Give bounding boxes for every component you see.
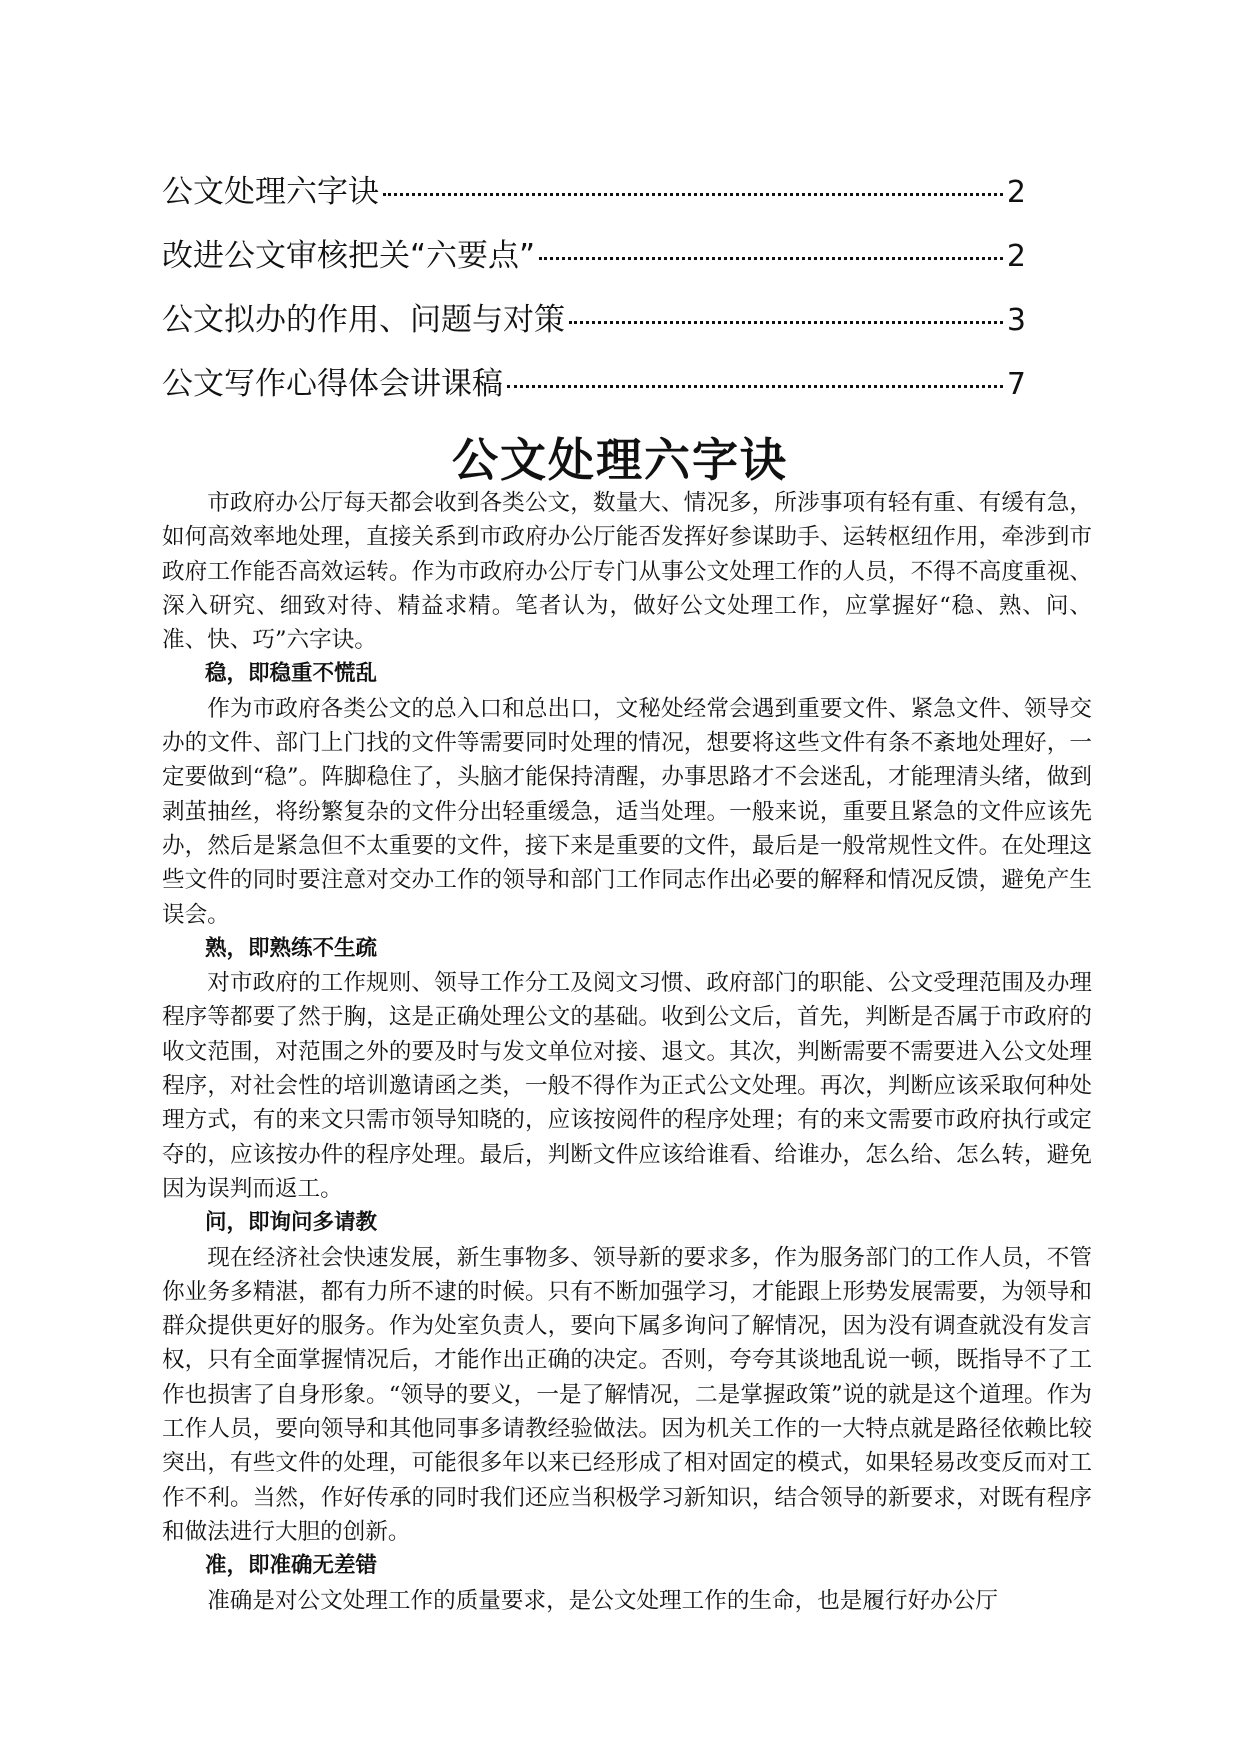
toc-entry-title: 改进公文审核把关“六要点” <box>162 238 536 274</box>
section-heading: 稳，即稳重不慌乱 <box>205 661 378 687</box>
toc-dot-leader <box>383 193 1003 196</box>
section-paragraph: 作为市政府各类公文的总入口和总出口，文秘处经常会遇到重要文件、紧急文件、领导交办的文件、部门上门找的文件等需要同时处理的情况，想要将这些文件有条不紊地处理好，一定要做到“稳”。阵脚稳住了，头脑才能保持清醒，办事思路才不会迷乱，才能理清头绪，做到剥茧抽丝，将纷繁复杂的文件分出轻重缓急，适当处理。一般来说，重要且紧急的文件应该先办，然后是紧急但不太重要的文件，接下来是重要的文件，最后是一般常规性文件。在处理这些文件的同时要注意对交办工作的领导和部门工作同志作出必要的解释和情况反馈，避免产生误会。 <box>162 695 1092 928</box>
section-paragraph: 现在经济社会快速发展，新生事物多、领导新的要求多，作为服务部门的工作人员，不管你业务多精湛，都有力所不逮的时候。只有不断加强学习，才能跟上形势发展需要，为领导和群众提供更好的服务。作为处室负责人，要向下属多询问了解情况，因为没有调查就没有发言权，只有全面掌握情况后，才能作出正确的决定。否则，夸夸其谈地乱说一顿，既指导不了工作也损害了自身形象。“领导的要义，一是了解情况，二是掌握政策”说的就是这个道理。作为工作人员，要向领导和其他同事多请教经验做法。因为机关工作的一大特点就是路径依赖比较突出，有些文件的处理，可能很多年以来已经形成了相对固定的模式，如果轻易改变反而对工作不利。当然，作好传承的同时我们还应当积极学习新知识，结合领导的新要求，对既有程序和做法进行大胆的创新。 <box>162 1244 1092 1545</box>
toc-entry[interactable] <box>162 230 1026 294</box>
table-of-contents <box>162 166 1026 422</box>
toc-entry-title: 公文写作心得体会讲课稿 <box>162 366 503 402</box>
intro-paragraph: 市政府办公厅每天都会收到各类公文，数量大、情况多，所涉事项有轻有重、有缓有急，如何高效率地处理，直接关系到市政府办公厅能否发挥好参谋助手、运转枢纽作用，牵涉到市政府工作能否高效运转。作为市政府办公厅专门从事公文处理工作的人员，不得不高度重视、深入研究、细致对待、精益求精。笔者认为，做好公文处理工作，应掌握好“稳、熟、问、准、快、巧”六字诀。 <box>162 490 1092 654</box>
toc-entry-page: 3 <box>1006 303 1026 338</box>
section-paragraph: 对市政府的工作规则、领导工作分工及阅文习惯、政府部门的职能、公文受理范围及办理程序等都要了然于胸，这是正确处理公文的基础。收到公文后，首先，判断是否属于市政府的收文范围，对范围之外的要及时与发文单位对接、退文。其次，判断需要不需要进入公文处理程序，对社会性的培训邀请函之类，一般不得作为正式公文处理。再次，判断应该采取何种处理方式，有的来文只需市领导知晓的，应该按阅件的程序处理；有的来文需要市政府执行或定夺的，应该按办件的程序处理。最后，判断文件应该给谁看、给谁办，怎么给、怎么转，避免因为误判而返工。 <box>162 970 1092 1202</box>
toc-entry[interactable] <box>162 166 1026 230</box>
toc-entry-page: 2 <box>1006 239 1026 274</box>
toc-entry[interactable] <box>162 294 1026 358</box>
document-title: 公文处理六字诀 <box>452 433 788 487</box>
section-paragraph: 准确是对公文处理工作的质量要求，是公文处理工作的生命，也是履行好办公厅 <box>207 1587 998 1614</box>
toc-dot-leader <box>539 257 1003 260</box>
toc-entry-title: 公文处理六字诀 <box>162 174 379 210</box>
toc-entry-page: 2 <box>1006 175 1026 210</box>
document-body <box>162 486 1092 1618</box>
toc-entry-page: 7 <box>1006 367 1026 402</box>
toc-entry-title: 公文拟办的作用、问题与对策 <box>162 302 565 338</box>
section-heading: 准，即准确无差错 <box>205 1553 378 1579</box>
toc-dot-leader <box>507 385 1003 388</box>
toc-entry[interactable] <box>162 358 1026 422</box>
section-heading: 问，即询问多请教 <box>205 1210 378 1236</box>
section-heading: 熟，即熟练不生疏 <box>205 935 378 961</box>
toc-dot-leader <box>569 321 1003 324</box>
